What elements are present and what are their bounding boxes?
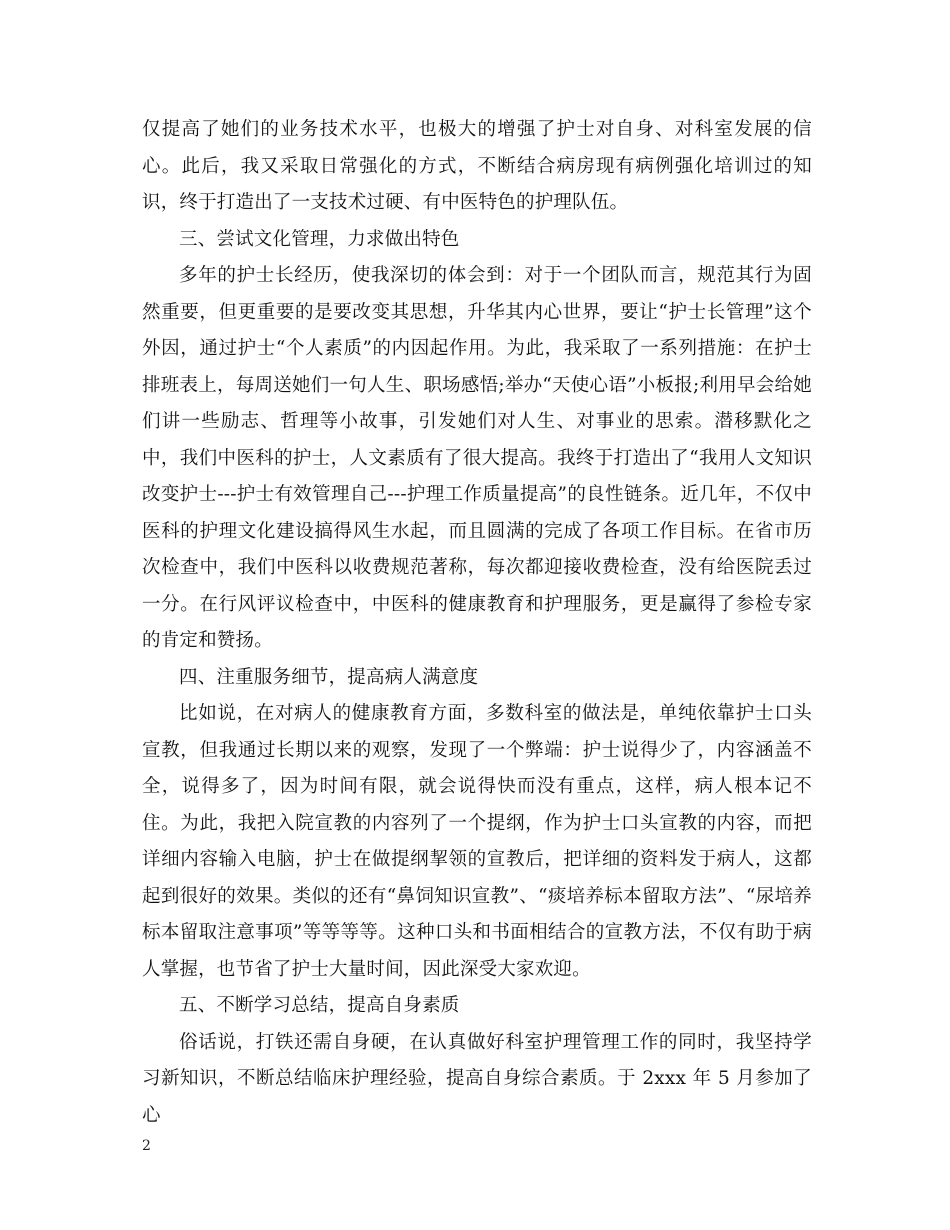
section-heading-3: 三、尝试文化管理，力求做出特色	[179, 228, 460, 250]
paragraph-culture-management: 多年的护士长经历，使我深切的体会到：对于一个团队而言，规范其行为固然重要，但更重要的是要改变其思想，升华其内心世界，要让“护士长管理”这个外因，通过护士“个人素质”的内因起作用。为此，我采取了一系列措施：在护士排班表上，每周送她们一句人生、职场感悟;举办“天使心语”小板报;利用早会给她们讲一些励志、哲理等小故事，引发她们对人生、对事业的思索。潜移默化之中，我们中医科的护士，人文素质有了很大提高。我终于打造出了“我用人文知识改变护士---护士有效管理自己---护理工作质量提高”的良性链条。近几年，不仅中医科的护理文化建设搞得风生水起，而且圆满的完成了各项工作目标。在省市历次检查中，我们中医科以收费规范著称，每次都迎接收费检查，没有给医院丢过一分。在行风评议检查中，中医科的健康教育和护理服务，更是赢得了参检专家的肯定和赞扬。	[142, 265, 812, 651]
page-number: 2	[142, 1138, 151, 1154]
section-heading-4: 四、注重服务细节，提高病人满意度	[179, 666, 479, 688]
paragraph-self-improvement: 俗话说，打铁还需自身硬，在认真做好科室护理管理工作的同时，我坚持学习新知识，不断总结临床护理经验，提高自身综合素质。于 2xxx 年 5 月参加了心	[142, 1031, 812, 1126]
section-heading-5: 五、不断学习总结，提高自身素质	[179, 995, 460, 1016]
paragraph-continuation: 仅提高了她们的业务技术水平，也极大的增强了护士对自身、对科室发展的信心。此后，我又采取日常强化的方式，不断结合病房现有病例强化培训过的知识，终于打造出了一支技术过硬、有中医特色的护理队伍。	[142, 119, 812, 213]
document-body	[142, 112, 812, 1134]
paragraph-service-details: 比如说，在对病人的健康教育方面，多数科室的做法是，单纯依靠护士口头宣教，但我通过长期以来的观察，发现了一个弊端：护士说得少了，内容涵盖不全，说得多了，因为时间有限，就会说得快而没有重点，这样，病人根本记不住。为此，我把入院宣教的内容列了一个提纲，作为护士口头宣教的内容，而把详细内容输入电脑，护士在做提纲挈领的宣教后，把详细的资料发于病人，这都起到很好的效果。类似的还有“鼻饲知识宣教”、“痰培养标本留取方法”、“尿培养标本留取注意事项”等等等等。这种口头和书面相结合的宣教方法，不仅有助于病人掌握，也节省了护士大量时间，因此深受大家欢迎。	[142, 703, 812, 980]
